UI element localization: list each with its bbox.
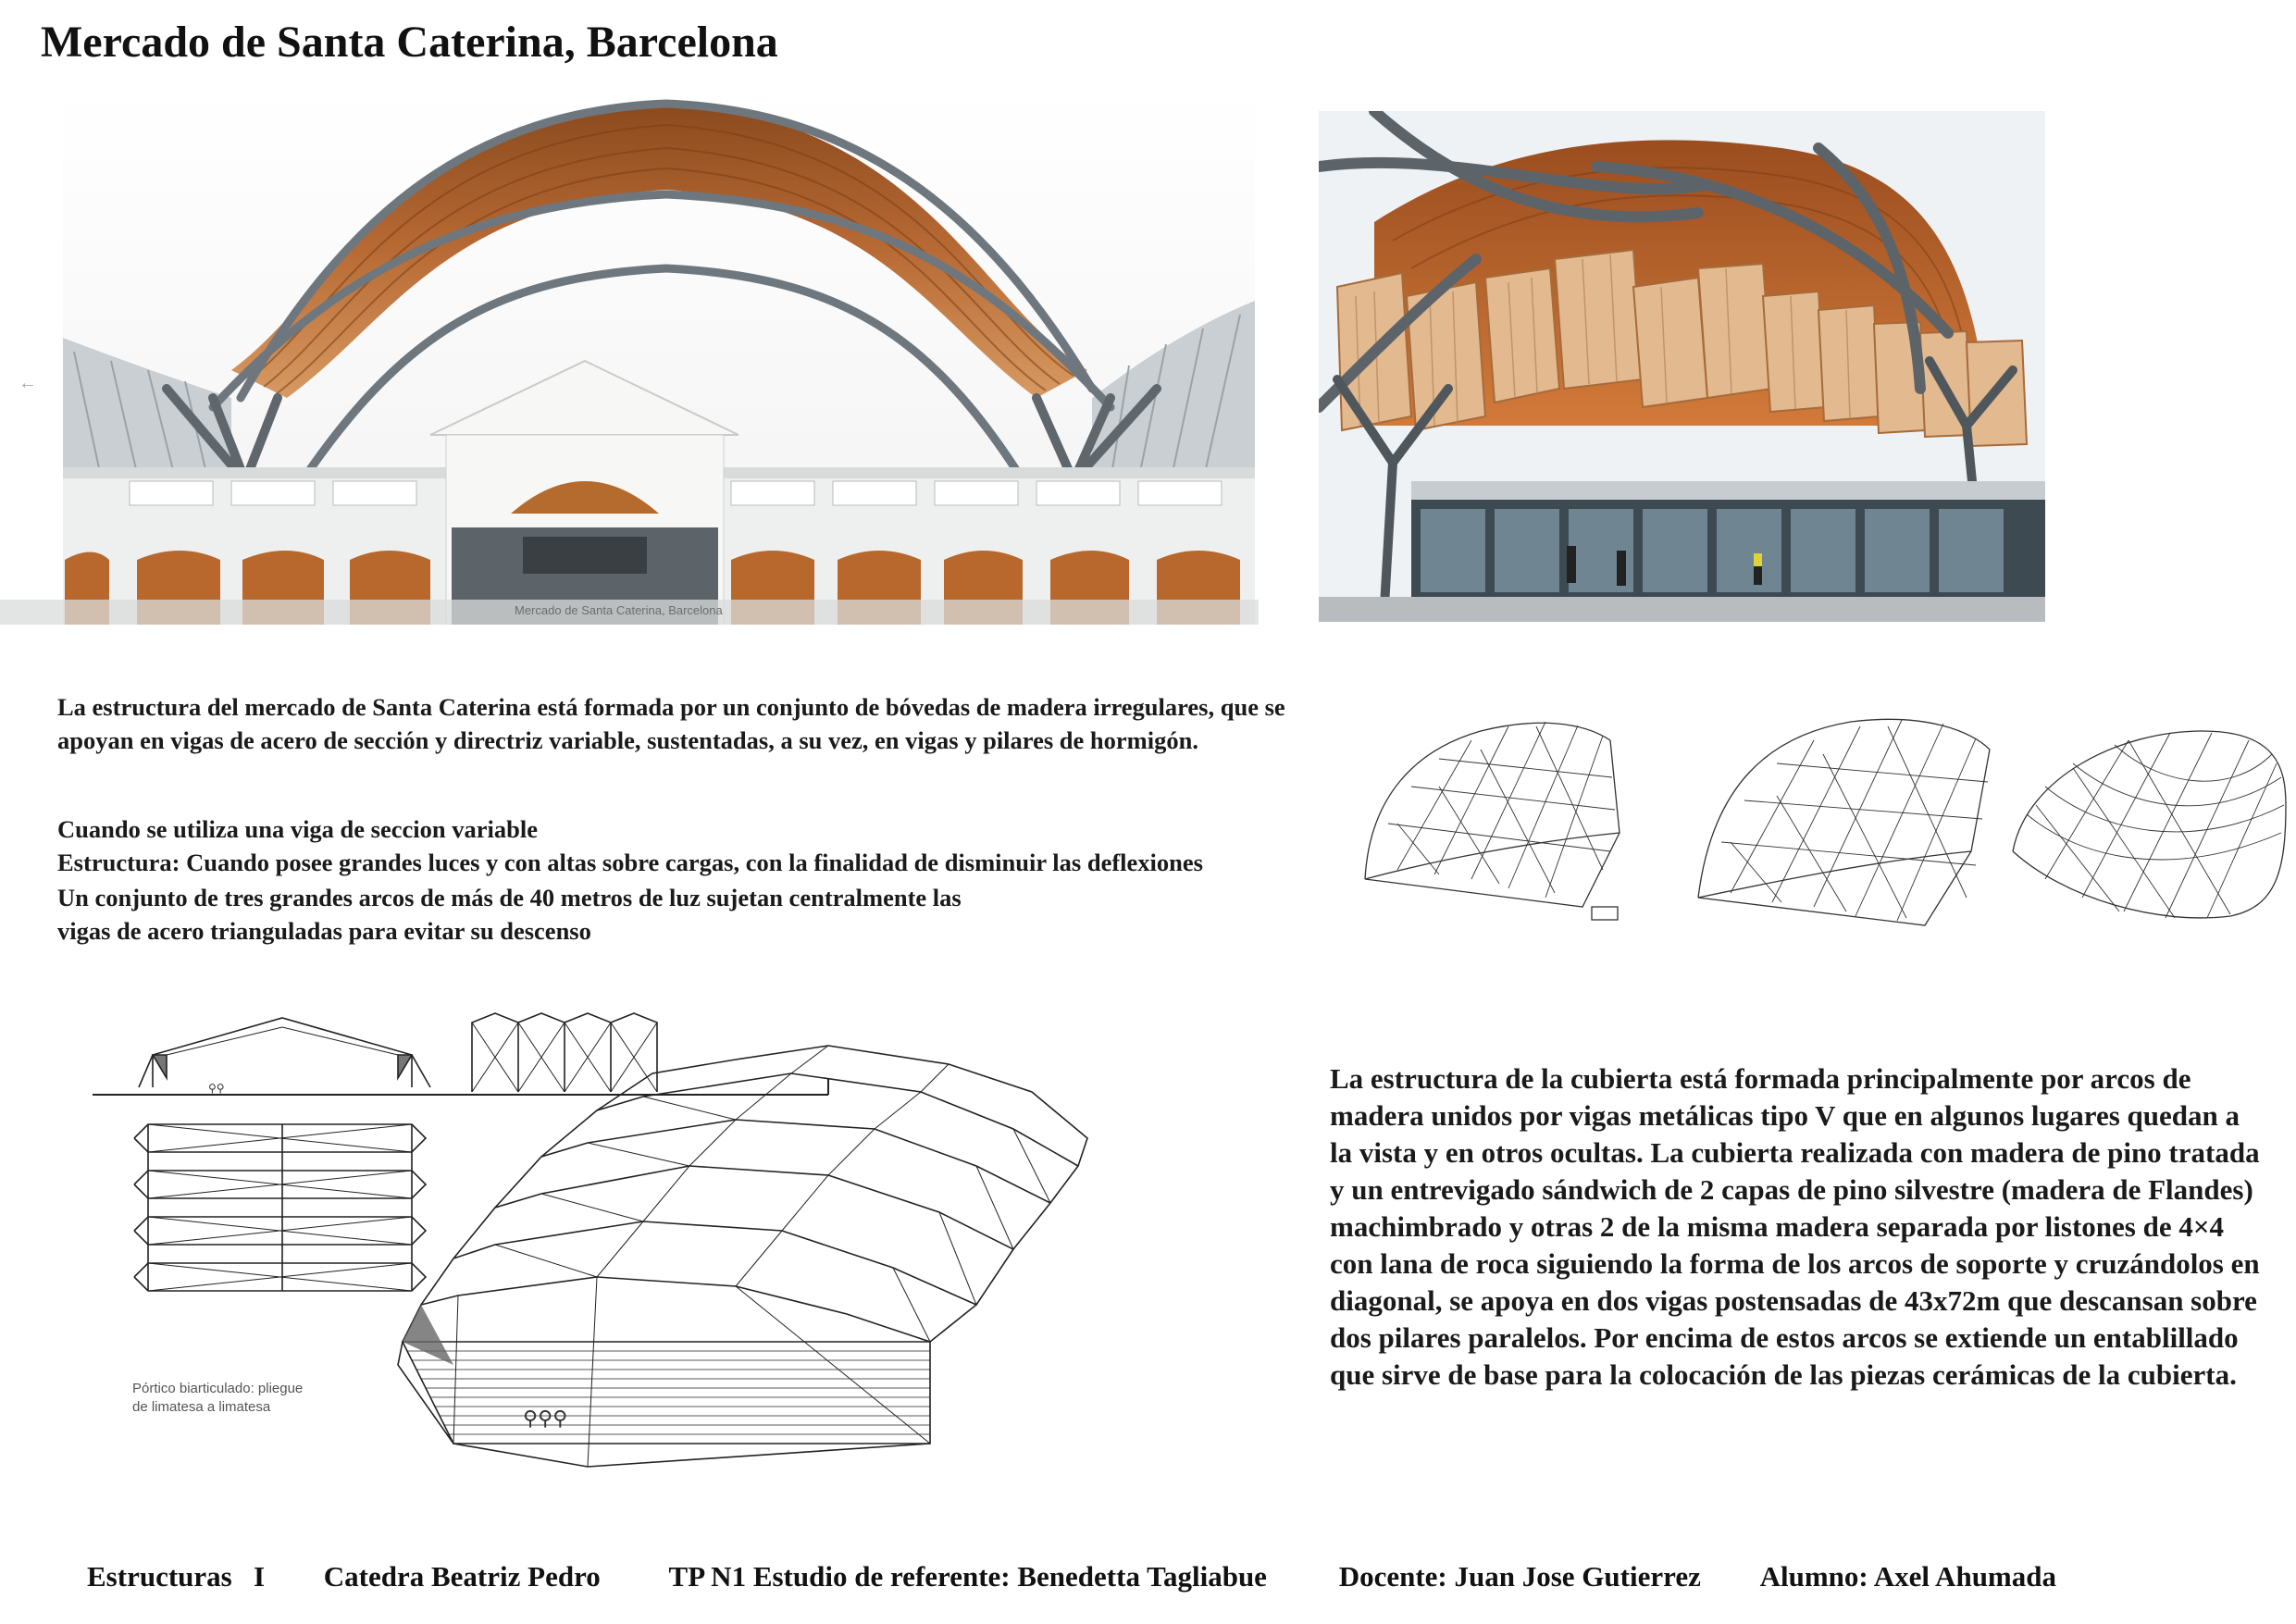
footer xyxy=(87,1560,2056,1593)
usage-line-2: Estructura: Cuando posee grandes luces y con altas sobre cargas, con la finalidad de disminuir las deflexiones xyxy=(57,849,1203,876)
roof-plan xyxy=(134,1124,426,1291)
photo-caption: Mercado de Santa Caterina, Barcelona xyxy=(515,603,723,617)
market-canopy-photo xyxy=(1319,111,2045,622)
footer-student: Alumno: Axel Ahumada xyxy=(1759,1560,2056,1593)
variable-beam-usage xyxy=(57,812,1334,948)
vault-sketch-2 xyxy=(1698,719,1990,925)
structure-description: La estructura del mercado de Santa Caterina está formada por un conjunto de bóvedas de madera irregulares, que se apoyan en vigas de acero de sección y directriz variable, sustentadas, a su vez, en vigas y pilares de hormigón. xyxy=(57,693,1285,754)
footer-teacher: Docente: Juan Jose Gutierrez xyxy=(1338,1560,1701,1593)
drawing-caption-line-2: de limatesa a limatesa xyxy=(132,1399,271,1415)
footer-chair: Catedra Beatriz Pedro xyxy=(323,1560,601,1593)
section-elevation xyxy=(93,1018,828,1095)
svg-text:←: ← xyxy=(19,373,37,393)
footer-course: Estructuras I xyxy=(87,1560,266,1593)
usage-line-1: Cuando se utiliza una viga de seccion variable xyxy=(57,815,538,843)
usage-line-4: vigas de acero trianguladas para evitar su descenso xyxy=(57,917,591,945)
svg-text:⚲⚲: ⚲⚲ xyxy=(208,1082,225,1095)
vault-sketch-3 xyxy=(2013,731,2286,918)
vault-structure-sketches xyxy=(1360,713,2290,944)
folded-portal-drawings xyxy=(88,999,1138,1471)
vault-sketch-1 xyxy=(1365,722,1620,920)
footer-tp: TP N1 Estudio de referente: Benedetta Tagliabue xyxy=(668,1560,1267,1593)
drawing-caption-line-1: Pórtico biarticulado: pliegue xyxy=(132,1381,304,1396)
roof-structure-description: La estructura de la cubierta está formada principalmente por arcos de madera unidos por vigas metálicas tipo V que en algunos lugares quedan a la vista y en otros ocultas. La cubierta realizada con madera de pino tratada y un entrevigado sándwich de 2 capas de pino silvestre (madera de Flandes) machimbrado y otras 2 de la misma madera separada por listones de 4×4 con lana de roca siguiendo la forma de los arcos de soporte y cruzándolos en diagonal, se apoya en dos vigas postensadas de 43x72m que descansan sobre dos pilares paralelos. Por encima de estos arcos se extiende un entablillado que sirve de base para la colocación de las piezas cerámicas de la cubierta. xyxy=(1330,1062,2260,1391)
usage-line-3: Un conjunto de tres grandes arcos de más de 40 metros de luz sujetan centralmente las xyxy=(57,884,962,911)
svg-text:⚲⚲⚲: ⚲⚲⚲ xyxy=(523,1407,568,1430)
axonometric-view xyxy=(398,1046,1087,1467)
page-title: Mercado de Santa Caterina, Barcelona xyxy=(41,18,778,67)
folds-elevation xyxy=(472,1013,657,1092)
market-facade-photo xyxy=(0,93,1259,625)
